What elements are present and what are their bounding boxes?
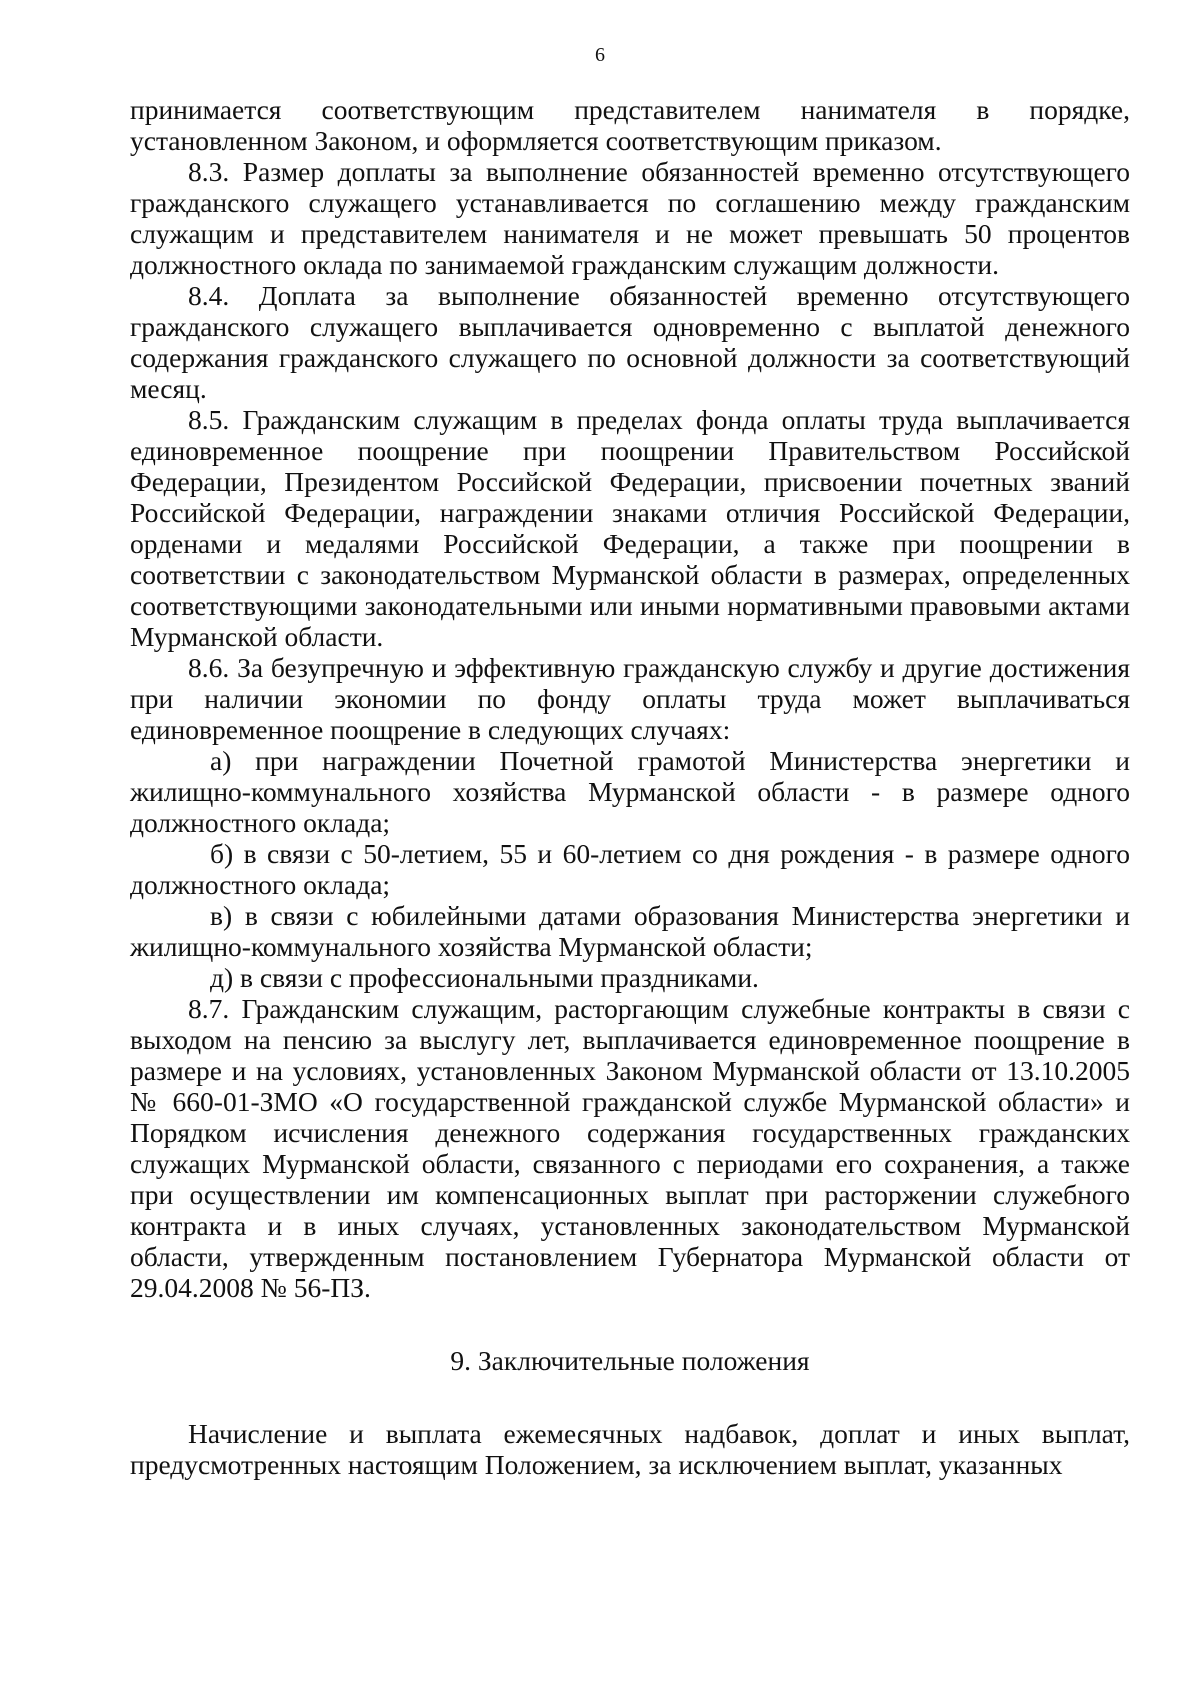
- list-item-b: б) в связи с 50-летием, 55 и 60-летием со дня рождения - в размере одного должностного оклада;: [130, 838, 1130, 900]
- list-item-v: в) в связи с юбилейными датами образования Министерства энергетики и жилищно-коммунального хозяйства Мурманской области;: [130, 900, 1130, 962]
- paragraph-8-4: 8.4. Доплата за выполнение обязанностей временно отсутствующего гражданского служащего выплачивается одновременно с выплатой денежного содержания гражданского служащего по основной должности за соответствующий месяц.: [130, 280, 1130, 404]
- paragraph-8-5: 8.5. Гражданским служащим в пределах фонда оплаты труда выплачивается единовременное поощрение при поощрении Правительством Российской Федерации, Президентом Российской Федерации, присвоении почетных званий Российской Федерации, награждении знаками отличия Российской Федерации, орденами и медалями Российской Федерации, а также при поощрении в соответствии с законодательством Мурманской области в размерах, определенных соответствующими законодательными или иными нормативными правовыми актами Мурманской области.: [130, 404, 1130, 652]
- paragraph-8-3: 8.3. Размер доплаты за выполнение обязанностей временно отсутствующего гражданского служащего устанавливается по соглашению между гражданским служащим и представителем нанимателя и не может превышать 50 процентов должностного оклада по занимаемой гражданским служащим должности.: [130, 156, 1130, 280]
- section-9-heading: 9. Заключительные положения: [450, 1345, 810, 1376]
- list-item-d: д) в связи с профессиональными праздниками.: [210, 962, 759, 993]
- paragraph-8-6: 8.6. За безупречную и эффективную гражданскую службу и другие достижения при наличии экономии по фонду оплаты труда может выплачиваться единовременное поощрение в следующих случаях:: [130, 652, 1130, 745]
- document-body: [130, 94, 1130, 1480]
- paragraph-continuation: принимается соответствующим представителем нанимателя в порядке, установленном Законом, и оформляется соответствующим приказом.: [130, 94, 1130, 156]
- paragraph-8-7: 8.7. Гражданским служащим, расторгающим служебные контракты в связи с выходом на пенсию за выслугу лет, выплачивается единовременное поощрение в размере и на условиях, установленных Законом Мурманской области от 13.10.2005 № 660-01-ЗМО «О государственной гражданской службе Мурманской области» и Порядком исчисления денежного содержания государственных гражданских служащих Мурманской области, связанного с периодами его сохранения, а также при осуществлении им компенсационных выплат при расторжении служебного контракта и в иных случаях, установленных законодательством Мурманской области, утвержденным постановлением Губернатора Мурманской области от 29.04.2008 № 56-ПЗ.: [130, 993, 1130, 1303]
- page-number: 6: [595, 44, 605, 66]
- paragraph-final: Начисление и выплата ежемесячных надбавок, доплат и иных выплат, предусмотренных настоящим Положением, за исключением выплат, указанных: [130, 1418, 1130, 1480]
- list-item-a: а) при награждении Почетной грамотой Министерства энергетики и жилищно-коммунального хозяйства Мурманской области - в размере одного должностного оклада;: [130, 745, 1130, 838]
